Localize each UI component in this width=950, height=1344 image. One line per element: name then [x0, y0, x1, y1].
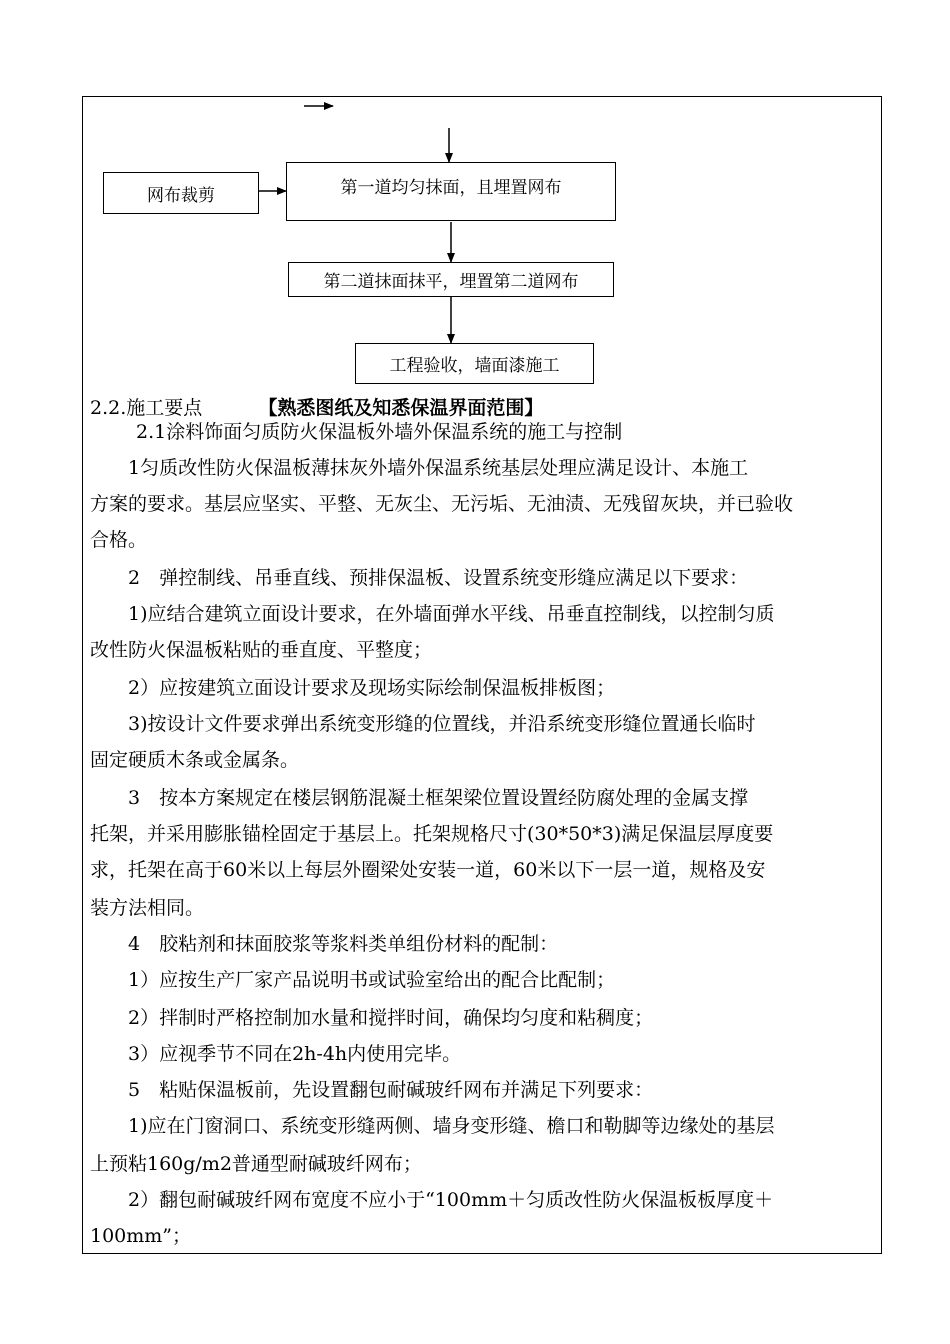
text-line: 装方法相同。 [90, 897, 205, 919]
flow-box-mesh-cutting: 网布裁剪 [103, 172, 259, 214]
text-line: 2）翻包耐碱玻纤网布宽度不应小于“100mm＋匀质改性防火保温板板厚度＋ [90, 1189, 774, 1211]
text-line: 上预粘160g/m2普通型耐碱玻纤网布； [90, 1153, 422, 1175]
section-heading [90, 399, 543, 418]
text-line: 3）应视季节不同在2h-4h内使用完毕。 [90, 1043, 462, 1065]
flow-box-first-coat: 第一道均匀抹面，且埋置网布 [286, 162, 616, 221]
text-line: 求，托架在高于60米以上每层外圈梁处安装一道，60米以下一层一道，规格及安 [90, 859, 766, 881]
text-line: 3)按设计文件要求弹出系统变形缝的位置线，并沿系统变形缝位置通长临时 [90, 713, 756, 735]
section-heading-title: 2.2.施工要点 [90, 397, 203, 419]
text-line: 方案的要求。基层应坚实、平整、无灰尘、无污垢、无油渍、无残留灰块，并已验收 [90, 493, 794, 515]
text-line: 1)应在门窗洞口、系统变形缝两侧、墙身变形缝、檐口和勒脚等边缘处的基层 [90, 1115, 775, 1137]
text-line: 2）拌制时严格控制加水量和搅拌时间，确保均匀度和粘稠度； [90, 1007, 654, 1029]
text-line: 改性防火保温板粘贴的垂直度、平整度； [90, 639, 433, 661]
section-heading-note: 【熟悉图纸及知悉保温界面范围】 [258, 397, 544, 419]
text-line: 1）应按生产厂家产品说明书或试验室给出的配合比配制； [90, 969, 616, 991]
text-line: 3 按本方案规定在楼层钢筋混凝土框架梁位置设置经防腐处理的金属支撑 [90, 787, 749, 809]
text-line: 1匀质改性防火保温板薄抹灰外墙外保温系统基层处理应满足设计、本施工 [90, 457, 749, 479]
flow-box-acceptance: 工程验收，墙面漆施工 [355, 343, 594, 384]
flow-box-second-coat: 第二道抹面抹平，埋置第二道网布 [288, 262, 614, 297]
text-line: 100mm”； [90, 1225, 192, 1247]
text-line: 1)应结合建筑立面设计要求，在外墙面弹水平线、吊垂直控制线，以控制匀质 [90, 603, 775, 625]
text-line: 固定硬质木条或金属条。 [90, 749, 300, 771]
sub-heading: 2.1涂料饰面匀质防火保温板外墙外保温系统的施工与控制 [136, 421, 623, 443]
text-line: 2 弹控制线、吊垂直线、预排保温板、设置系统变形缝应满足以下要求： [90, 567, 749, 589]
text-line: 4 胶粘剂和抹面胶浆等浆料类单组份材料的配制： [90, 933, 559, 955]
text-line: 合格。 [90, 529, 148, 551]
text-line: 托架，并采用膨胀锚栓固定于基层上。托架规格尺寸(30*50*3)满足保温层厚度要 [90, 823, 774, 845]
text-line: 5 粘贴保温板前，先设置翻包耐碱玻纤网布并满足下列要求： [90, 1079, 654, 1101]
text-line: 2）应按建筑立面设计要求及现场实际绘制保温板排板图； [90, 677, 616, 699]
